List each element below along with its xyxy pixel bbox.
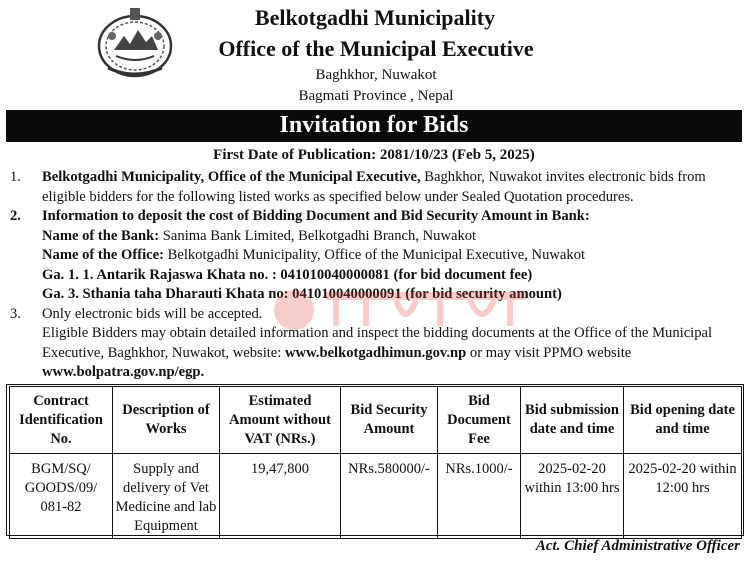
- cell-description: Supply and delivery of Vet Medicine and lab Equipment: [113, 454, 220, 539]
- item-1-bold: Belkotgadhi Municipality, Office of the Municipal Executive,: [42, 169, 421, 185]
- item-1: [10, 168, 744, 207]
- notice-body: [10, 168, 744, 383]
- cell-estimate: 19,47,800: [220, 454, 341, 539]
- table-row: [10, 454, 742, 539]
- bid-table: [9, 386, 742, 539]
- office-name-line: [10, 246, 744, 266]
- item-3: [10, 305, 744, 325]
- bank-label: Name of the Bank:: [42, 227, 160, 244]
- item-3-paragraph: [10, 324, 744, 383]
- header-security: Bid Security Amount: [341, 387, 438, 454]
- header-description: Description of Works: [113, 387, 220, 454]
- address-line-1: Baghkhor, Nuwakot: [315, 67, 437, 83]
- item-2-heading: Information to deposit the cost of Bidding Document and Bid Security Amount in Bank:: [42, 208, 590, 224]
- item-3-line-1: Only electronic bids will be accepted.: [42, 305, 263, 322]
- item-number: 2.: [10, 208, 21, 224]
- ppmo-website-link[interactable]: www.bolpatra.gov.np/egp.: [42, 364, 205, 380]
- item-2: [10, 207, 744, 227]
- signature-title: Act. Chief Administrative Officer: [535, 538, 740, 554]
- header-contract-id: Contract Identification No.: [10, 387, 113, 454]
- table-header-row: [10, 387, 742, 454]
- address-line-2: Bagmati Province , Nepal: [298, 88, 454, 104]
- cell-opening: 2025-02-20 within 12:00 hrs: [624, 454, 742, 539]
- bank-name-line: [10, 227, 744, 247]
- municipality-title: Belkotgadhi Municipality: [254, 5, 496, 30]
- cell-security: NRs.580000/-: [341, 454, 438, 539]
- bank-value: Sanima Bank Limited, Belkotgadhi Branch, Nuwakot: [159, 227, 477, 244]
- nepal-emblem-icon: [94, 6, 176, 82]
- item-3-text: Eligible Bidders may obtain detailed information and inspect the bidding documents at the Office of the Municipal Executive, Baghkhor, Nuwakot, website:: [42, 325, 713, 361]
- notice-banner: Invitation for Bids: [6, 110, 742, 142]
- item-number: 1.: [10, 169, 21, 185]
- item-number: 3.: [10, 305, 21, 322]
- header-estimate: Estimated Amount without VAT (NRs.): [220, 387, 341, 454]
- office-title: Office of the Municipal Executive: [218, 36, 534, 61]
- cell-fee: NRs.1000/-: [438, 454, 521, 539]
- notice-header: [0, 0, 748, 110]
- cell-submission: 2025-02-20 within 13:00 hrs: [521, 454, 624, 539]
- header-fee: Bid Document Fee: [438, 387, 521, 454]
- item-1-text: Baghkhor, Nuwakot invites electronic bids from eligible bidders for the following listed works as specified below under Sealed Quotation procedures.: [42, 169, 706, 205]
- account-1: Ga. 1. 1. Antarik Rajaswa Khata no. : 041010040000081 (for bid document fee): [42, 266, 533, 283]
- account-2: Ga. 3. Sthania taha Dharauti Khata no: 041010040000091 (for bid security amount): [42, 286, 562, 302]
- publication-date: First Date of Publication: 2081/10/23 (Feb 5, 2025): [213, 147, 535, 163]
- cell-contract-id: BGM/SQ/ GOODS/09/ 081-82: [10, 454, 113, 539]
- header-opening: Bid opening date and time: [624, 387, 742, 454]
- item-3-mid: or may visit PPMO website: [466, 344, 632, 361]
- municipality-website-link[interactable]: www.belkotgadhimun.gov.np: [285, 344, 467, 361]
- office-value: Belkotgadhi Municipality, Office of the Municipal Executive, Nuwakot: [163, 247, 586, 263]
- office-label: Name of the Office:: [42, 247, 164, 263]
- header-submission: Bid submission date and time: [521, 387, 624, 454]
